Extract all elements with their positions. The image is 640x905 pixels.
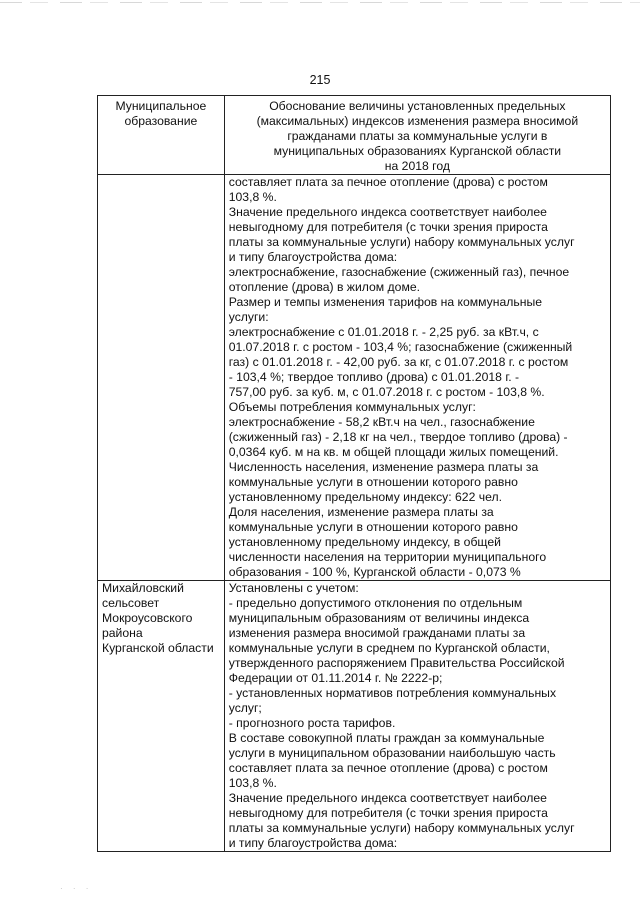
text-line: Мокроусовского xyxy=(102,611,193,625)
text-line: установленному предельному индексу, в общей xyxy=(228,535,501,549)
row2-municipality-cell xyxy=(98,581,225,852)
text-line: Доля населения, изменение размера платы за xyxy=(228,505,494,519)
text-line: 103,8 %. xyxy=(228,190,277,204)
text-line: изменения размера вносимой гражданами платы за xyxy=(228,626,526,640)
text-line: сельсовет xyxy=(102,596,160,610)
text-line: коммунальные услуги в отношении которого равно xyxy=(228,520,518,534)
justification-table xyxy=(97,95,611,852)
text-line: составляет плата за печное отопление (дрова) с ростом xyxy=(228,175,548,189)
text-line: - предельно допустимого отклонения по отдельным xyxy=(228,596,523,610)
text-line: платы за коммунальные услуги) набору коммунальных услуг xyxy=(228,821,575,835)
table-row xyxy=(98,175,611,581)
text-line: Размер и темпы изменения тарифов на коммунальные xyxy=(228,295,542,309)
text-line: коммунальные услуги в отношении которого равно xyxy=(228,475,518,489)
text-line: (максимальных) индексов изменения размера вносимой xyxy=(256,114,579,128)
text-line: Муниципальное xyxy=(115,99,207,113)
text-line: услуги в муниципальном образовании наибольшую часть xyxy=(228,746,556,760)
text-line: В составе совокупной платы граждан за коммунальные xyxy=(228,731,545,745)
text-line: Объемы потребления коммунальных услуг: xyxy=(228,400,476,414)
text-line: образование xyxy=(124,114,198,128)
text-line: (сжиженный газ) - 2,18 кг на чел., твердое топливо (дрова) - xyxy=(228,430,568,444)
text-line: Значение предельного индекса соответствует наиболее xyxy=(228,205,547,219)
table-header-row xyxy=(98,96,611,175)
row1-justification-cell xyxy=(224,175,610,581)
text-line: 103,8 %. xyxy=(228,776,277,790)
text-line: Значение предельного индекса соответствует наиболее xyxy=(228,791,547,805)
text-line: электроснабжение с 01.01.2018 г. - 2,25 руб. за кВт.ч, с xyxy=(228,325,539,339)
text-line: газ) с 01.01.2018 г. - 42,00 руб. за кг, с 01.07.2018 г. с ростом xyxy=(228,355,569,369)
text-line: Курганской области xyxy=(102,641,214,655)
text-line: составляет плата за печное отопление (дрова) с ростом xyxy=(228,761,548,775)
text-line: образования - 100 %, Курганской области - 0,073 % xyxy=(228,565,521,579)
text-line: численности населения на территории муниципального xyxy=(228,550,547,564)
table-row xyxy=(98,581,611,852)
text-line: - 103,4 %; твердое топливо (дрова) с 01.01.2018 г. - xyxy=(228,370,520,384)
header-municipality xyxy=(98,96,225,175)
text-line: Установлены с учетом: xyxy=(228,581,359,595)
text-line: невыгодному для потребителя (с точки зрения прироста xyxy=(228,220,548,234)
text-line: электроснабжение - 58,2 кВт.ч на чел., газоснабжение xyxy=(228,415,535,429)
text-line: гражданами платы за коммунальные услуги в xyxy=(287,129,548,143)
text-line: и типу благоустройства дома: xyxy=(228,836,398,850)
text-line: платы за коммунальные услуги) набору коммунальных услуг xyxy=(228,235,575,249)
scan-artifact: · · · xyxy=(60,884,93,893)
scan-edge-line xyxy=(0,2,640,3)
text-line: 0,0364 куб. м на кв. м общей площади жилых помещений. xyxy=(228,445,559,459)
text-line: и типу благоустройства дома: xyxy=(228,250,398,264)
page-number: 215 xyxy=(309,73,331,87)
text-line: Численность населения, изменение размера платы за xyxy=(228,460,539,474)
text-line: услуг; xyxy=(228,701,262,715)
text-line: муниципальных образованиях Курганской области xyxy=(273,144,562,158)
text-line: Михайловский xyxy=(102,581,184,595)
text-line: утвержденного распоряжением Правительства Российской xyxy=(228,656,565,670)
text-line: отопление (дрова) в жилом доме. xyxy=(228,280,420,294)
text-line: коммунальные услуги в среднем по Курганской области, xyxy=(228,641,550,655)
row1-municipality-cell xyxy=(98,175,225,581)
text-line: услуги: xyxy=(228,310,269,324)
text-line: - установленных нормативов потребления коммунальных xyxy=(228,686,557,700)
text-line: муниципальным образованиям от величины индекса xyxy=(228,611,530,625)
text-line: 01.07.2018 г. с ростом - 103,4 %; газоснабжение (сжиженный xyxy=(228,340,573,354)
text-line: - прогнозного роста тарифов. xyxy=(228,716,396,730)
header-justification xyxy=(224,96,610,175)
text-line: невыгодному для потребителя (с точки зрения прироста xyxy=(228,806,548,820)
text-line: на 2018 год xyxy=(384,159,450,173)
text-line: установленному предельному индексу: 622 чел. xyxy=(228,490,502,504)
text-line: электроснабжение, газоснабжение (сжиженный газ), печное xyxy=(228,265,570,279)
row2-justification-cell xyxy=(224,581,610,852)
text-line: района xyxy=(102,626,143,640)
text-line: Обоснование величины установленных предельных xyxy=(269,99,566,113)
text-line: Федерации от 01.11.2014 г. № 2222-р; xyxy=(228,671,443,685)
text-line: 757,00 руб. за куб. м, с 01.07.2018 г. с ростом - 103,8 %. xyxy=(228,385,545,399)
